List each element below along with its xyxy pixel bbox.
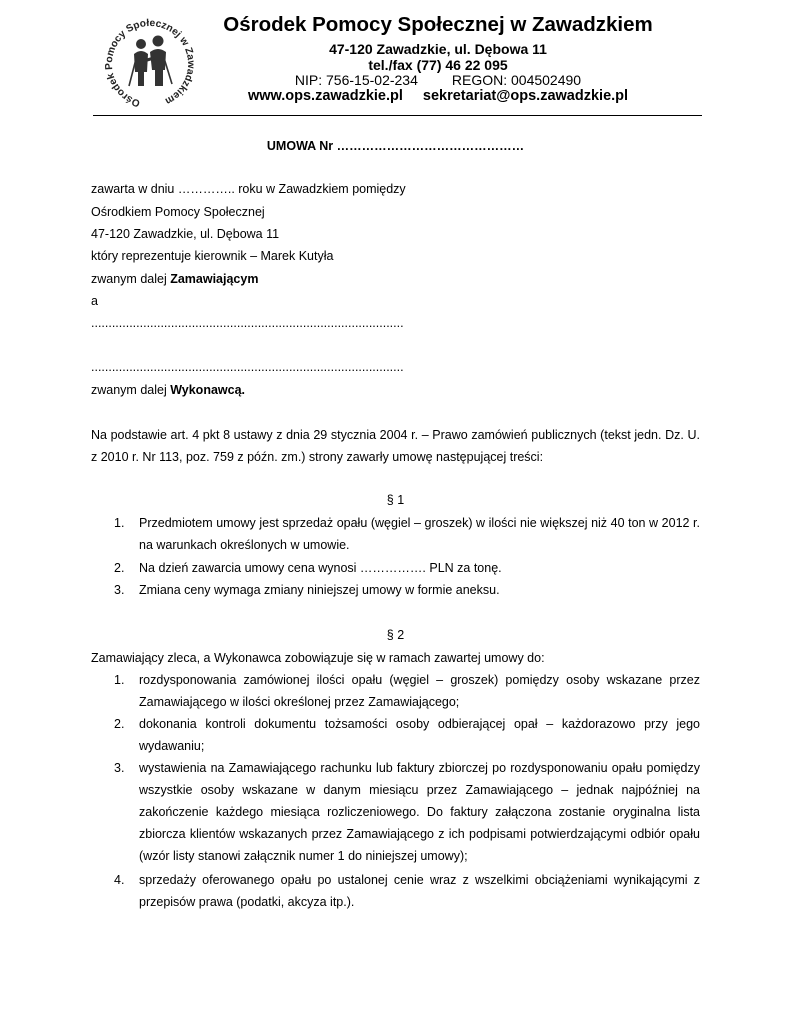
org-identifiers (222, 72, 654, 88)
alias-prefix: zwanym dalej (91, 383, 171, 397)
parties-line-orderer-alias (91, 272, 258, 287)
org-website-link[interactable]: www.ops.zawadzkie.pl (247, 88, 403, 104)
organization-logo (100, 14, 200, 110)
section-2-item-text: sprzedaży oferowanego opału po ustalonej cenie wraz z wszelkimi obciążeniami wynikającymi z przepisów prawa (podatki, akcyza itp.). (139, 873, 700, 909)
parties-line-contractor-alias (91, 383, 245, 398)
parties-line-date: zawarta w dniu ………….. roku w Zawadzkiem pomiędzy (91, 182, 406, 196)
org-nip: NIP: 756-15-02-234 (294, 72, 418, 88)
org-regon: REGON: 004502490 (451, 72, 582, 88)
section-2-item-number: 4. (114, 873, 125, 887)
org-phone: tel./fax (77) 46 22 095 (368, 57, 508, 73)
section-2-item-number: 2. (114, 717, 125, 731)
header-divider (93, 115, 702, 116)
contract-title: UMOWA Nr ……………………………………… (266, 139, 525, 153)
section-1-item-number: 2. (114, 561, 125, 575)
section-2-item-number: 3. (114, 761, 125, 775)
section-1-item-number: 3. (114, 583, 125, 597)
section-1-item-text: Zmiana ceny wymaga zmiany niniejszej umowy w formie aneksu. (139, 583, 500, 597)
section-2-heading: § 2 (386, 628, 405, 642)
section-1-item-text: Na dzień zawarcia umowy cena wynosi ……………. PLN za tonę. (139, 561, 502, 575)
section-2-item-number: 1. (114, 673, 125, 687)
org-contact (222, 88, 654, 104)
section-2-intro: Zamawiający zleca, a Wykonawca zobowiązuje się w ramach zawartej umowy do: (91, 651, 545, 665)
section-2-item-text: wystawienia na Zamawiającego rachunku lub faktury zbiorczej po rozdysponowaniu opału pomiędzy wszystkie osoby wskazane w danym miesiącu przez Zamawiającego – jednak najpóźniej na zakończenie każdego miesiąca rozliczeniowego. Do faktury załączona zostanie oryginalna lista zbiorcza klientów wskazanych przez Zamawiającego z ich podpisami potwierdzającymi odbiór opału (wzór listy stanowi załącznik numer 1 do niniejszej umowy); (139, 761, 700, 863)
section-1-item-number: 1. (114, 516, 125, 530)
contractor-blank-line-2: .......................................................................................... (91, 360, 404, 374)
contractor-alias: Wykonawcą. (170, 383, 246, 397)
parties-conjunction: a (91, 294, 98, 308)
svg-text:Ośrodek Pomocy Społecznej w Za: Ośrodek Pomocy Społecznej w Zawadzkiem (103, 17, 197, 109)
contractor-blank-line-1: .......................................................................................... (91, 316, 404, 330)
section-1-heading: § 1 (386, 493, 405, 507)
section-2-item-text: dokonania kontroli dokumentu tożsamości osoby odbierającej opał – każdorazowo przy jego wydawaniu; (139, 717, 700, 753)
parties-line-orderer-address: 47-120 Zawadzkie, ul. Dębowa 11 (91, 227, 280, 241)
section-2-item-text: rozdysponowania zamówionej ilości opału (węgiel – groszek) pomiędzy osoby wskazane przez Zamawiającego w ilości określonej przez Zamawiającego; (139, 673, 700, 709)
section-1-item-text: Przedmiotem umowy jest sprzedaż opału (węgiel – groszek) w ilości nie większej niż 40 ton w 2012 r. na warunkach określonych w umowie. (139, 516, 700, 552)
orderer-alias: Zamawiającym (170, 272, 259, 286)
org-email-link[interactable]: sekretariat@ops.zawadzkie.pl (422, 88, 629, 104)
parties-line-representative: który reprezentuje kierownik – Marek Kutyła (91, 249, 334, 263)
org-name-heading: Ośrodek Pomocy Społecznej w Zawadzkiem (223, 13, 653, 36)
org-address: 47-120 Zawadzkie, ul. Dębowa 11 (329, 41, 547, 57)
alias-prefix: zwanym dalej (91, 272, 171, 286)
legal-basis-paragraph: Na podstawie art. 4 pkt 8 ustawy z dnia 29 stycznia 2004 r. – Prawo zamówień publicznych (tekst jedn. Dz. U. z 2010 r. Nr 113, poz. 759 z późn. zm.) strony zawarły umowę następującej treści: (91, 428, 700, 464)
parties-line-orderer-name: Ośrodkiem Pomocy Społecznej (91, 205, 265, 219)
